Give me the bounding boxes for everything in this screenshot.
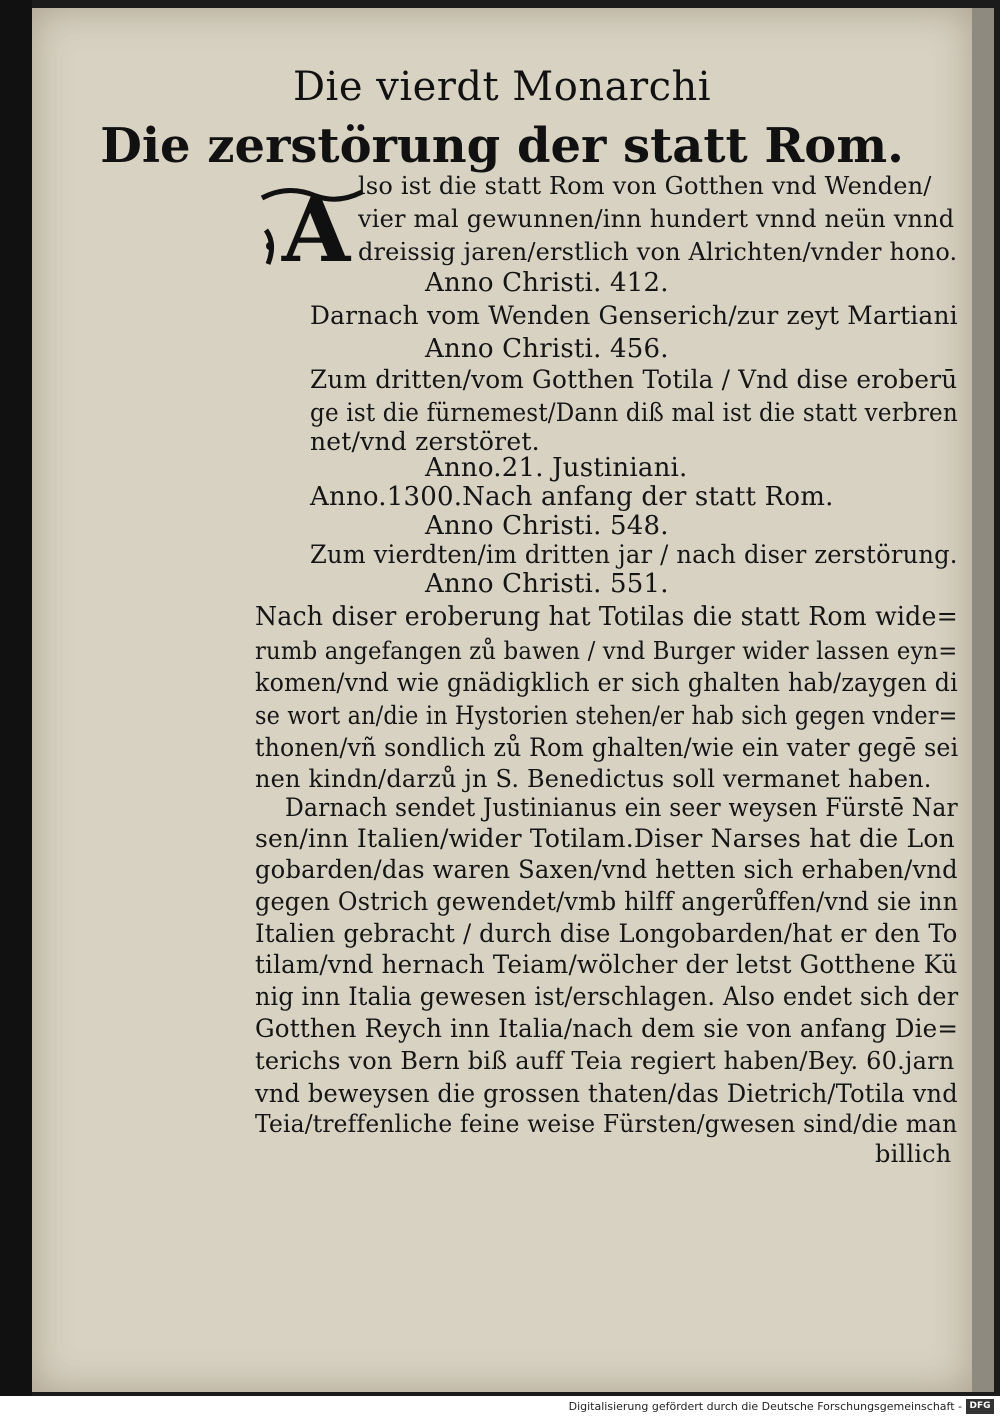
text-line: ge ist die fürnemest/Dann diß mal ist die statt verbren xyxy=(310,398,958,427)
scan-left-margin xyxy=(0,0,32,1396)
footer-bar xyxy=(0,1396,1000,1419)
text-line: nig inn Italia gewesen ist/erschlagen. Also endet sich der xyxy=(255,982,959,1011)
text-line: Anno Christi. 456. xyxy=(425,334,669,364)
decorated-initial xyxy=(258,178,374,282)
text-line: dreissig jaren/erstlich von Alrichten/vnder hono. xyxy=(358,238,958,266)
text-line: Teia/treffenliche feine weise Fürsten/gwesen sind/die man xyxy=(255,1110,958,1138)
initial-ornament-icon xyxy=(258,184,374,276)
text-line: nen kindn/darzů jn S. Benedictus soll vermanet haben. xyxy=(255,765,932,793)
footer-credit: Digitalisierung gefördert durch die Deutsche Forschungsgemeinschaft - xyxy=(568,1400,962,1413)
text-line: Nach diser eroberung hat Totilas die statt Rom wide= xyxy=(255,602,958,632)
chapter-title: Die zerstörung der statt Rom. xyxy=(100,118,904,174)
text-line: Italien gebracht / durch dise Longobarden/hat er den To xyxy=(255,919,958,948)
text-line: Anno Christi. 551. xyxy=(425,569,669,599)
text-line: Anno.21. Justiniani. xyxy=(425,453,688,483)
text-line: lso ist die statt Rom von Gotthen vnd Wenden/ xyxy=(358,172,932,200)
text-line: vier mal gewunnen/inn hundert vnnd neün vnnd xyxy=(358,205,955,233)
text-line: Anno.1300.Nach anfang der statt Rom. xyxy=(310,482,834,512)
book-page xyxy=(32,8,972,1392)
text-line: gegen Ostrich gewendet/vmb hilff angerůffen/vnd sie inn xyxy=(255,887,959,916)
text-line: tilam/vnd hernach Teiam/wölcher der letst Gotthene Kü xyxy=(255,950,958,979)
text-line: Anno Christi. 412. xyxy=(425,268,669,298)
text-line: vnd beweysen die grossen thaten/das Dietrich/Totila vnd xyxy=(255,1079,958,1108)
text-line: billich xyxy=(875,1140,952,1168)
text-line: gobarden/das waren Saxen/vnd hetten sich erhaben/vnd xyxy=(255,855,958,884)
text-line: rumb angefangen zů bawen / vnd Burger wider lassen eyn= xyxy=(255,637,958,665)
text-line: Zum vierdten/im dritten jar / nach diser zerstörung. xyxy=(310,540,958,569)
text-line: terichs von Bern biß auff Teia regiert haben/Bey. 60.jarn xyxy=(255,1047,955,1075)
text-line: Darnach sendet Justinianus ein seer weysen Fürstē Nar xyxy=(285,793,958,822)
running-head: Die vierdt Monarchi xyxy=(292,64,712,110)
scan-right-edge xyxy=(972,8,994,1392)
text-line: komen/vnd wie gnädigklich er sich ghalten hab/zaygen di xyxy=(255,668,958,697)
text-line: se wort an/die in Hystorien stehen/er hab sich gegen vnder= xyxy=(255,701,958,730)
text-line: thonen/vñ sondlich zů Rom ghalten/wie ein vater gegē sei xyxy=(255,733,959,762)
text-line: Zum dritten/vom Gotthen Totila / Vnd dise eroberū xyxy=(310,365,958,394)
text-line: net/vnd zerstöret. xyxy=(310,427,540,456)
text-line: Gotthen Reych inn Italia/nach dem sie von anfang Die= xyxy=(255,1014,959,1043)
text-line: Anno Christi. 548. xyxy=(425,511,669,541)
text-line: sen/inn Italien/wider Totilam.Diser Narses hat die Lon xyxy=(255,824,955,853)
dfg-logo: DFG xyxy=(966,1399,994,1414)
initial-letter: A xyxy=(281,178,351,282)
text-line: Darnach vom Wenden Genserich/zur zeyt Martiani xyxy=(310,301,958,330)
